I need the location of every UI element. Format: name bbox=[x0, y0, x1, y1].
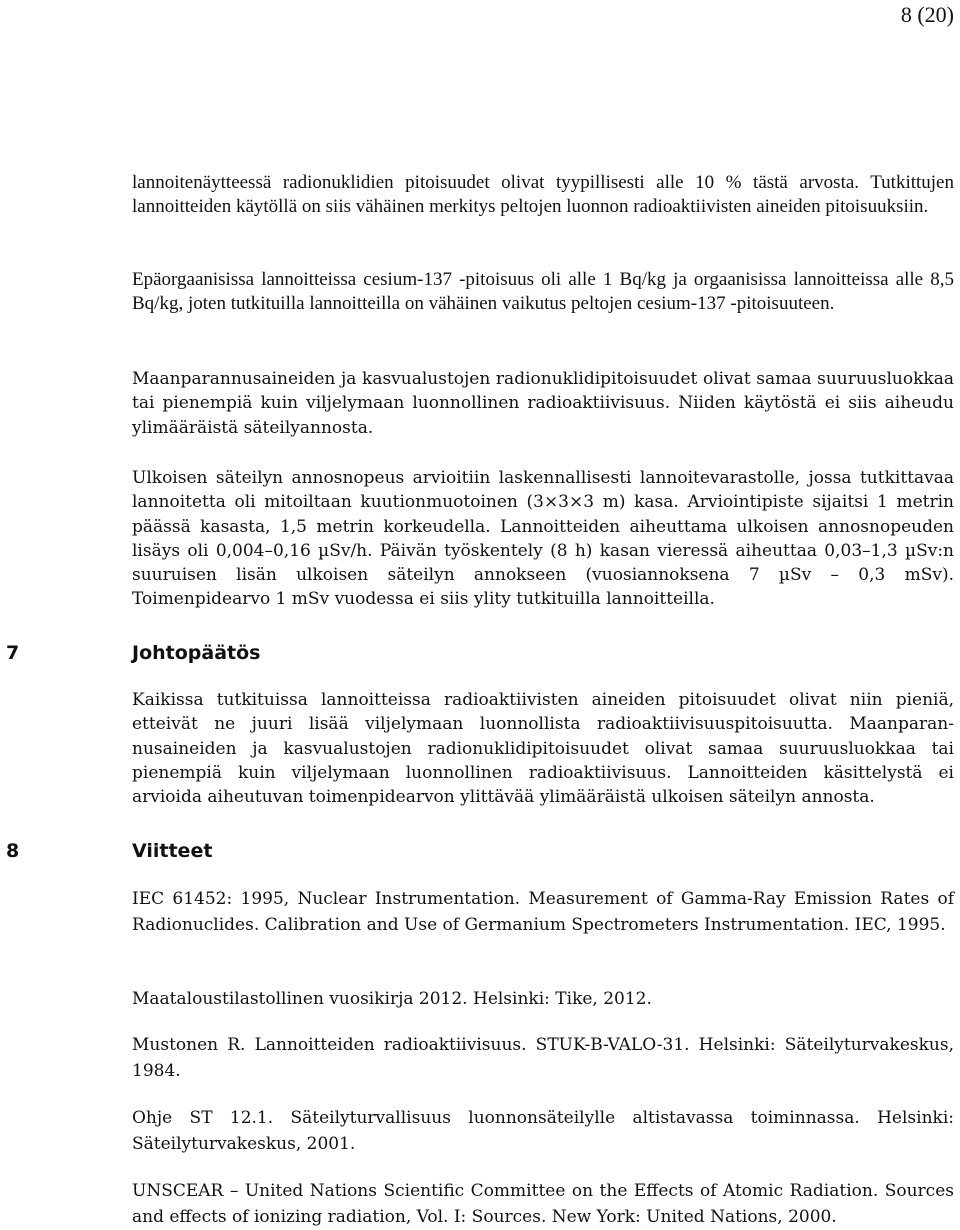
section-title: Johtopäätös bbox=[132, 642, 261, 664]
section-title: Viitteet bbox=[132, 840, 213, 862]
section-heading-references bbox=[6, 838, 212, 864]
section-number: 7 bbox=[6, 642, 20, 664]
paragraph-external-dose-rate: Ulkoisen säteilyn annosnopeus arvioitiin laskennallisesti lannoitevarastolle, jossa tutkittavaa lannoitetta oli mitoiltaan kuutionmuotoinen (3×3×3 m) kasa. Arviointipiste sijaitsi 1 metrin päässä kasasta, 1,5 metrin korkeudella. Lannoitteiden aiheuttama ulkoisen annosnopeuden lisäys oli 0,004–0,16 µSv/h. Päivän työskentely (8 h) kasan vieressä aiheuttaa 0,03–1,3 µSv:n suuruisen lisän ulkoisen säteilyn annokseen (vuosiannoksena 7 µSv – 0,3 mSv). Toimenpidearvo 1 mSv vuodessa ei siis ylity tutkituilla lannoitteilla. bbox=[132, 468, 954, 610]
section-heading-conclusions bbox=[6, 640, 260, 666]
reference-item: UNSCEAR – United Nations Scientific Committee on the Effects of Atomic Radiation. Sources and effects of ionizing radiation, Vol. I: Sources. New York: United Nations, 2000. bbox=[132, 1181, 954, 1227]
reference-item: Mustonen R. Lannoitteiden radioaktiivisuus. STUK-B-VALO-31. Helsinki: Säteilyturvakeskus, 1984. bbox=[132, 1035, 954, 1081]
reference-item: IEC 61452: 1995, Nuclear Instrumentation. Measurement of Gamma-Ray Emission Rates of Radionuclides. Calibration and Use of Germanium Spectrometers Instrumentation. IEC, 1995. bbox=[132, 889, 954, 935]
paragraph-conclusions: Kaikissa tutkituissa lannoitteissa radioaktiivisten aineiden pitoisuudet olivat niin pieniä, etteivät ne juuri lisää viljelymaan luonnollista radioaktiivisuuspitoisuutta. Maanparannusaineiden ja kasvualustojen radionuklidipitoisuudet olivat samaa suuruusluokkaa tai pienempiä kuin viljelymaan luonnollinen radioaktiivisuus. Lannoitteiden käsittelystä ei arvioida aiheutuvan toimenpidearvon ylittävää ylimääräistä ulkoisen säteilyn annosta. bbox=[132, 690, 954, 808]
paragraph-fertilizer-sample-concentrations: lannoitenäytteessä radionuklidien pitoisuudet olivat tyypillisesti alle 10 % tästä arvosta. Tutkittujen lannoitteiden käytöllä on siis vähäinen merkitys peltojen luonnon radioaktiivisten aineiden pitoisuuksiin. bbox=[132, 172, 954, 218]
reference-item: Ohje ST 12.1. Säteilyturvallisuus luonnonsäteilylle altistavassa toiminnassa. Helsinki: Säteilyturvakeskus, 2001. bbox=[132, 1108, 954, 1154]
paragraph-soil-improvers: Maanparannusaineiden ja kasvualustojen radionuklidipitoisuudet olivat samaa suuruusluokkaa tai pienempiä kuin viljelymaan luonnollinen radioaktiivisuus. Niiden käytöstä ei siis aiheudu ylimääräistä säteilyannosta. bbox=[132, 369, 954, 438]
paragraph-cesium-137: Epäorgaanisissa lannoitteissa cesium-137 -pitoisuus oli alle 1 Bq/kg ja orgaanisissa lannoitteissa alle 8,5 Bq/kg, joten tutkituilla lannoitteilla on vähäinen vaikutus peltojen cesium-137 -pitoisuuteen. bbox=[132, 269, 954, 315]
section-number: 8 bbox=[6, 840, 20, 862]
reference-item: Maataloustilastollinen vuosikirja 2012. Helsinki: Tike, 2012. bbox=[132, 989, 652, 1009]
page-number: 8 (20) bbox=[900, 2, 954, 27]
